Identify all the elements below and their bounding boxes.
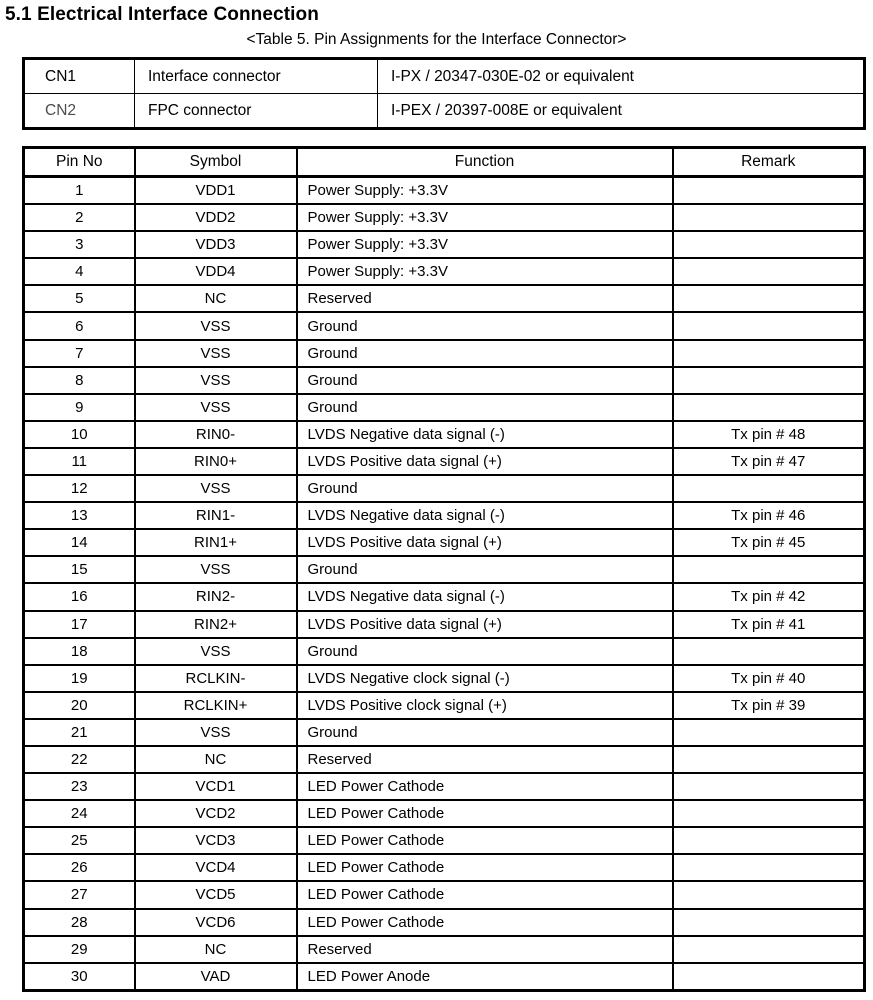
- pin-row: [24, 502, 865, 529]
- symbol-cell: VSS: [135, 312, 297, 339]
- symbol-cell: VCD1: [135, 773, 297, 800]
- pin-no-cell: 26: [24, 854, 135, 881]
- symbol-cell: RIN0-: [135, 421, 297, 448]
- col-header-symbol: Symbol: [135, 148, 297, 177]
- remark-cell: [673, 367, 865, 394]
- remark-cell: [673, 204, 865, 231]
- remark-cell: Tx pin # 40: [673, 665, 865, 692]
- pin-row: [24, 367, 865, 394]
- remark-cell: [673, 746, 865, 773]
- remark-cell: [673, 719, 865, 746]
- pin-no-cell: 29: [24, 936, 135, 963]
- col-header-function: Function: [297, 148, 673, 177]
- symbol-cell: VDD2: [135, 204, 297, 231]
- pin-row: [24, 340, 865, 367]
- function-cell: LVDS Negative clock signal (-): [297, 665, 673, 692]
- remark-cell: Tx pin # 39: [673, 692, 865, 719]
- symbol-cell: VSS: [135, 394, 297, 421]
- remark-cell: [673, 231, 865, 258]
- remark-cell: [673, 340, 865, 367]
- pin-row: [24, 881, 865, 908]
- remark-cell: Tx pin # 41: [673, 611, 865, 638]
- pin-row: [24, 936, 865, 963]
- symbol-cell: VCD4: [135, 854, 297, 881]
- symbol-cell: VDD1: [135, 177, 297, 205]
- symbol-cell: VSS: [135, 475, 297, 502]
- connector-row: [24, 94, 865, 129]
- pin-no-cell: 25: [24, 827, 135, 854]
- remark-cell: Tx pin # 47: [673, 448, 865, 475]
- remark-cell: Tx pin # 46: [673, 502, 865, 529]
- remark-cell: Tx pin # 48: [673, 421, 865, 448]
- symbol-cell: VAD: [135, 963, 297, 991]
- col-header-remark: Remark: [673, 148, 865, 177]
- symbol-cell: NC: [135, 746, 297, 773]
- pin-row: [24, 312, 865, 339]
- connector-part-cell: I-PEX / 20397-008E or equivalent: [378, 94, 865, 129]
- connector-table: [22, 57, 866, 130]
- symbol-cell: VSS: [135, 719, 297, 746]
- function-cell: LVDS Negative data signal (-): [297, 583, 673, 610]
- pin-row: [24, 394, 865, 421]
- pin-no-cell: 10: [24, 421, 135, 448]
- pin-no-cell: 27: [24, 881, 135, 908]
- function-cell: Ground: [297, 340, 673, 367]
- symbol-cell: VSS: [135, 340, 297, 367]
- function-cell: Reserved: [297, 285, 673, 312]
- pin-row: [24, 177, 865, 205]
- function-cell: LED Power Cathode: [297, 854, 673, 881]
- connector-row: [24, 59, 865, 94]
- pin-no-cell: 17: [24, 611, 135, 638]
- pin-no-cell: 7: [24, 340, 135, 367]
- pin-assignment-table: [22, 146, 866, 992]
- pin-row: [24, 556, 865, 583]
- section-title: 5.1 Electrical Interface Connection: [5, 4, 319, 25]
- remark-cell: [673, 854, 865, 881]
- pin-no-cell: 20: [24, 692, 135, 719]
- col-header-pin-no: Pin No: [24, 148, 135, 177]
- pin-row: [24, 827, 865, 854]
- function-cell: Power Supply: +3.3V: [297, 258, 673, 285]
- function-cell: LVDS Positive data signal (+): [297, 611, 673, 638]
- pin-row: [24, 773, 865, 800]
- remark-cell: [673, 800, 865, 827]
- pin-row: [24, 583, 865, 610]
- pin-no-cell: 8: [24, 367, 135, 394]
- pin-table-header-row: [24, 148, 865, 177]
- function-cell: Ground: [297, 638, 673, 665]
- function-cell: Ground: [297, 367, 673, 394]
- symbol-cell: RIN1+: [135, 529, 297, 556]
- function-cell: LED Power Cathode: [297, 827, 673, 854]
- pin-row: [24, 692, 865, 719]
- remark-cell: [673, 773, 865, 800]
- symbol-cell: NC: [135, 285, 297, 312]
- connector-id-cell: CN1: [24, 59, 135, 94]
- pin-row: [24, 909, 865, 936]
- remark-cell: [673, 475, 865, 502]
- symbol-cell: VSS: [135, 556, 297, 583]
- remark-cell: [673, 556, 865, 583]
- pin-row: [24, 854, 865, 881]
- pin-no-cell: 1: [24, 177, 135, 205]
- function-cell: LED Power Anode: [297, 963, 673, 991]
- function-cell: LED Power Cathode: [297, 881, 673, 908]
- function-cell: LED Power Cathode: [297, 909, 673, 936]
- remark-cell: [673, 963, 865, 991]
- pin-no-cell: 12: [24, 475, 135, 502]
- pin-no-cell: 4: [24, 258, 135, 285]
- pin-no-cell: 3: [24, 231, 135, 258]
- function-cell: Ground: [297, 719, 673, 746]
- function-cell: LED Power Cathode: [297, 800, 673, 827]
- pin-row: [24, 611, 865, 638]
- pin-no-cell: 22: [24, 746, 135, 773]
- function-cell: LVDS Positive clock signal (+): [297, 692, 673, 719]
- pin-no-cell: 15: [24, 556, 135, 583]
- function-cell: Power Supply: +3.3V: [297, 177, 673, 205]
- symbol-cell: VCD5: [135, 881, 297, 908]
- pin-no-cell: 14: [24, 529, 135, 556]
- pin-no-cell: 19: [24, 665, 135, 692]
- symbol-cell: VCD6: [135, 909, 297, 936]
- remark-cell: [673, 312, 865, 339]
- symbol-cell: VDD4: [135, 258, 297, 285]
- remark-cell: Tx pin # 45: [673, 529, 865, 556]
- connector-type-cell: FPC connector: [135, 94, 378, 129]
- pin-no-cell: 6: [24, 312, 135, 339]
- pin-row: [24, 719, 865, 746]
- function-cell: LED Power Cathode: [297, 773, 673, 800]
- symbol-cell: RIN2-: [135, 583, 297, 610]
- pin-row: [24, 448, 865, 475]
- function-cell: Ground: [297, 394, 673, 421]
- function-cell: Reserved: [297, 746, 673, 773]
- pin-no-cell: 28: [24, 909, 135, 936]
- symbol-cell: RCLKIN-: [135, 665, 297, 692]
- remark-cell: [673, 638, 865, 665]
- table-caption: <Table 5. Pin Assignments for the Interface Connector>: [246, 31, 627, 48]
- connector-type-cell: Interface connector: [135, 59, 378, 94]
- function-cell: Ground: [297, 556, 673, 583]
- symbol-cell: VSS: [135, 367, 297, 394]
- pin-no-cell: 9: [24, 394, 135, 421]
- remark-cell: [673, 881, 865, 908]
- pin-no-cell: 18: [24, 638, 135, 665]
- function-cell: LVDS Positive data signal (+): [297, 529, 673, 556]
- symbol-cell: RIN1-: [135, 502, 297, 529]
- remark-cell: [673, 177, 865, 205]
- function-cell: Reserved: [297, 936, 673, 963]
- pin-no-cell: 21: [24, 719, 135, 746]
- pin-row: [24, 746, 865, 773]
- pin-no-cell: 24: [24, 800, 135, 827]
- pin-row: [24, 421, 865, 448]
- function-cell: Power Supply: +3.3V: [297, 204, 673, 231]
- symbol-cell: RIN0+: [135, 448, 297, 475]
- symbol-cell: RIN2+: [135, 611, 297, 638]
- pin-row: [24, 529, 865, 556]
- function-cell: LVDS Negative data signal (-): [297, 421, 673, 448]
- pin-no-cell: 16: [24, 583, 135, 610]
- pin-no-cell: 5: [24, 285, 135, 312]
- remark-cell: [673, 285, 865, 312]
- remark-cell: [673, 936, 865, 963]
- pin-row: [24, 285, 865, 312]
- symbol-cell: VCD3: [135, 827, 297, 854]
- pin-row: [24, 204, 865, 231]
- pin-no-cell: 11: [24, 448, 135, 475]
- symbol-cell: VSS: [135, 638, 297, 665]
- function-cell: LVDS Positive data signal (+): [297, 448, 673, 475]
- pin-row: [24, 231, 865, 258]
- function-cell: Ground: [297, 312, 673, 339]
- remark-cell: [673, 258, 865, 285]
- symbol-cell: NC: [135, 936, 297, 963]
- pin-no-cell: 23: [24, 773, 135, 800]
- symbol-cell: VDD3: [135, 231, 297, 258]
- pin-row: [24, 475, 865, 502]
- pin-row: [24, 963, 865, 991]
- remark-cell: [673, 394, 865, 421]
- pin-no-cell: 30: [24, 963, 135, 991]
- remark-cell: Tx pin # 42: [673, 583, 865, 610]
- pin-row: [24, 258, 865, 285]
- symbol-cell: VCD2: [135, 800, 297, 827]
- pin-row: [24, 800, 865, 827]
- remark-cell: [673, 827, 865, 854]
- symbol-cell: RCLKIN+: [135, 692, 297, 719]
- function-cell: Ground: [297, 475, 673, 502]
- pin-no-cell: 2: [24, 204, 135, 231]
- connector-id-cell: CN2: [24, 94, 135, 129]
- pin-no-cell: 13: [24, 502, 135, 529]
- pin-row: [24, 665, 865, 692]
- remark-cell: [673, 909, 865, 936]
- function-cell: Power Supply: +3.3V: [297, 231, 673, 258]
- connector-part-cell: I-PX / 20347-030E-02 or equivalent: [378, 59, 865, 94]
- function-cell: LVDS Negative data signal (-): [297, 502, 673, 529]
- pin-row: [24, 638, 865, 665]
